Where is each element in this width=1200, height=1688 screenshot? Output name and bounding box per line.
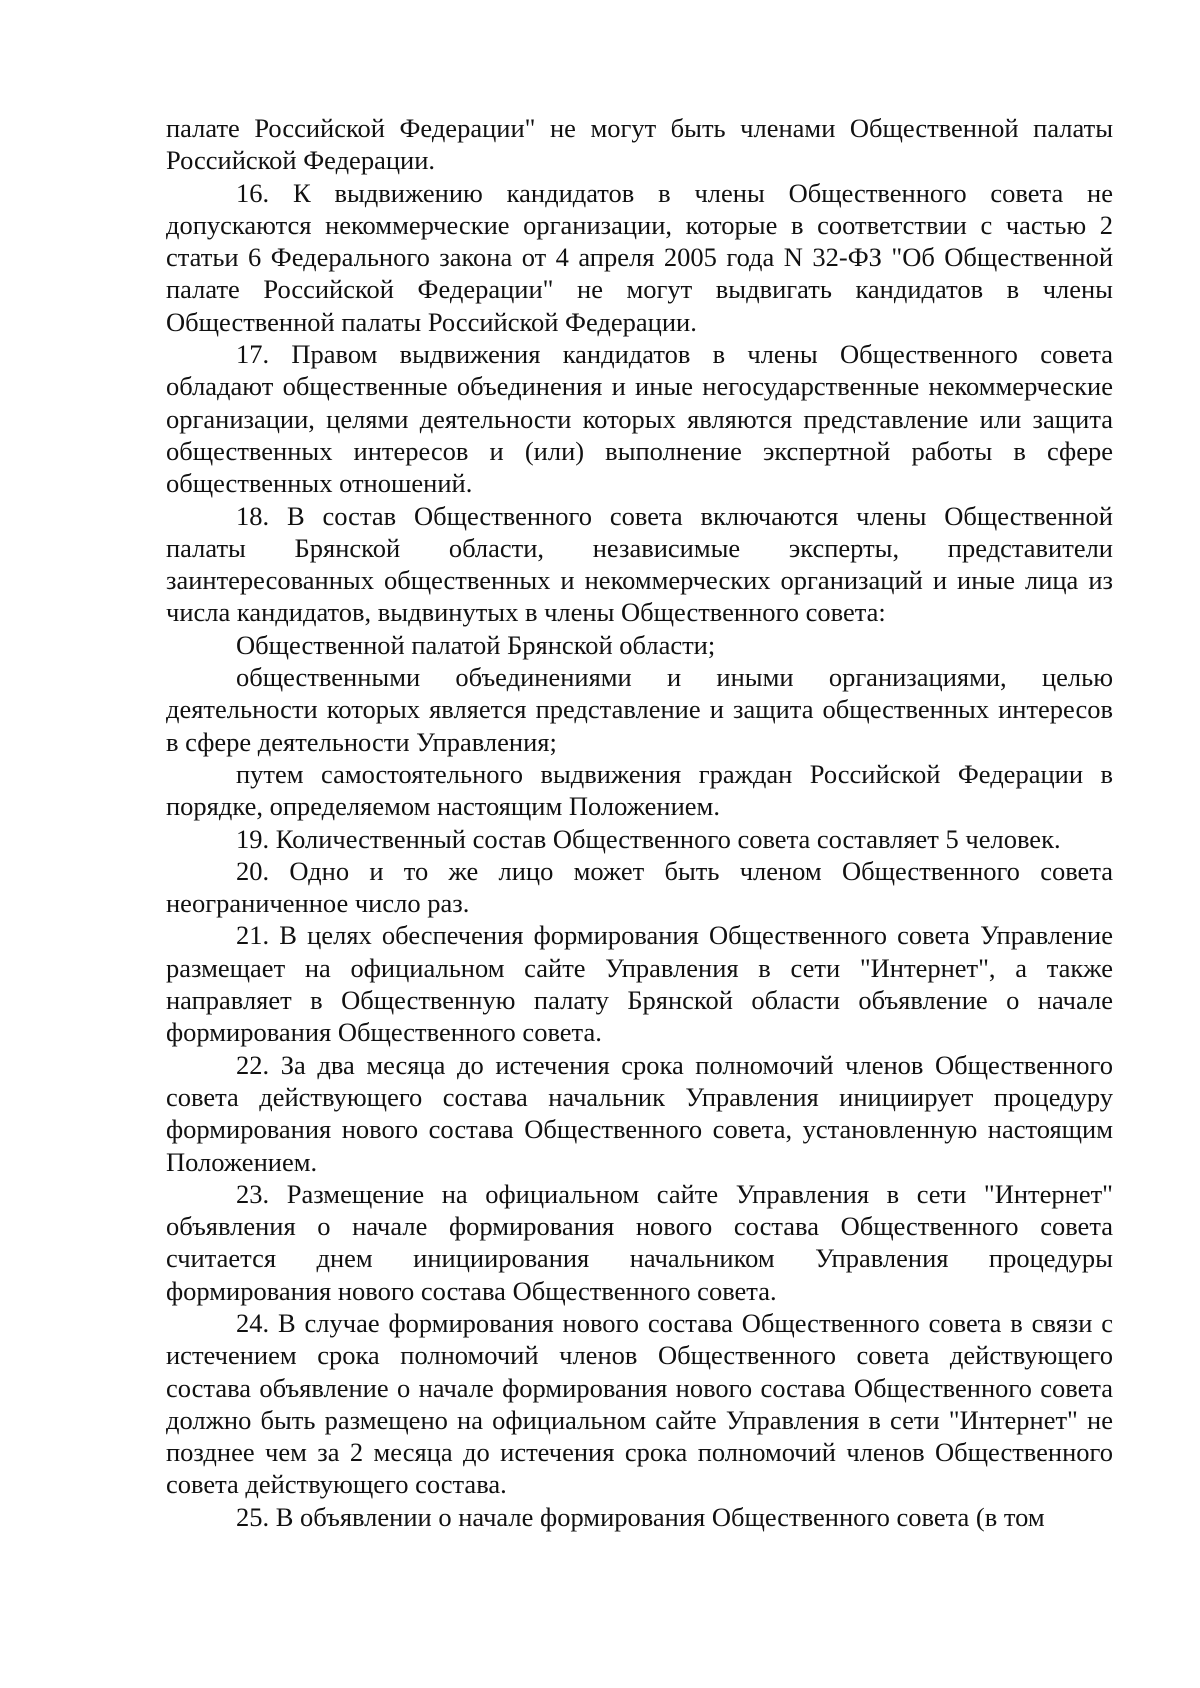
paragraph-item-20: 20. Одно и то же лицо может быть членом Общественного совета неограниченное число раз. (166, 855, 1113, 919)
paragraph-list-entry-1: Общественной палатой Брянской области; (236, 629, 716, 660)
paragraph-continuation: палате Российской Федерации" не могут быть членами Общественной палаты Российской Федерации. (166, 113, 1113, 176)
paragraph-item-25: 25. В объявлении о начале формирования Общественного совета (в том (236, 1501, 1045, 1532)
paragraph-item-22: 22. За два месяца до истечения срока полномочий членов Общественного совета действующего состава начальник Управления инициирует процедуру формирования нового состава Общественного совета, установленную настоящим Положением. (166, 1049, 1113, 1177)
paragraph-item-24: 24. В случае формирования нового состава Общественного совета в связи с истечением срока полномочий членов Общественного совета действующего состава объявление о начале формирования нового состава Общественного совета должно быть размещено на официальном сайте Управления в сети "Интернет" не позднее чем за 2 месяца до истечения срока полномочий членов Общественного совета действующего состава. (166, 1307, 1113, 1500)
paragraph-item-21: 21. В целях обеспечения формирования Общественного совета Управление размещает на официальном сайте Управления в сети "Интернет", а также направляет в Общественную палату Брянской области объявление о начале формирования Общественного совета. (166, 920, 1113, 1048)
document-body (166, 112, 1113, 1533)
paragraph-list-entry-3: путем самостоятельного выдвижения граждан Российской Федерации в порядке, определяемом настоящим Положением. (166, 758, 1113, 822)
paragraph-list-entry-2: общественными объединениями и иными организациями, целью деятельности которых является представление и защита общественных интересов в сфере деятельности Управления; (166, 662, 1113, 757)
paragraph-item-18: 18. В состав Общественного совета включаются члены Общественной палаты Брянской области, независимые эксперты, представители заинтересованных общественных и некоммерческих организаций и иные лица из числа кандидатов, выдвинутых в члены Общественного совета: (166, 500, 1113, 628)
paragraph-item-16: 16. К выдвижению кандидатов в члены Общественного совета не допускаются некоммерческие организации, которые в соответствии с частью 2 статьи 6 Федерального закона от 4 апреля 2005 года N 32-ФЗ "Об Общественной палате Российской Федерации" не могут выдвигать кандидатов в члены Общественной палаты Российской Федерации. (166, 177, 1113, 337)
paragraph-item-19: 19. Количественный состав Общественного совета составляет 5 человек. (236, 823, 1061, 854)
paragraph-item-17: 17. Правом выдвижения кандидатов в члены Общественного совета обладают общественные объединения и иные негосударственные некоммерческие организации, целями деятельности которых являются представление или защита общественных интересов и (или) выполнение экспертной работы в сфере общественных отношений. (166, 339, 1113, 499)
paragraph-item-23: 23. Размещение на официальном сайте Управления в сети "Интернет" объявления о начале формирования нового состава Общественного совета считается днем инициирования начальником Управления процедуры формирования нового состава Общественного совета. (166, 1178, 1113, 1306)
